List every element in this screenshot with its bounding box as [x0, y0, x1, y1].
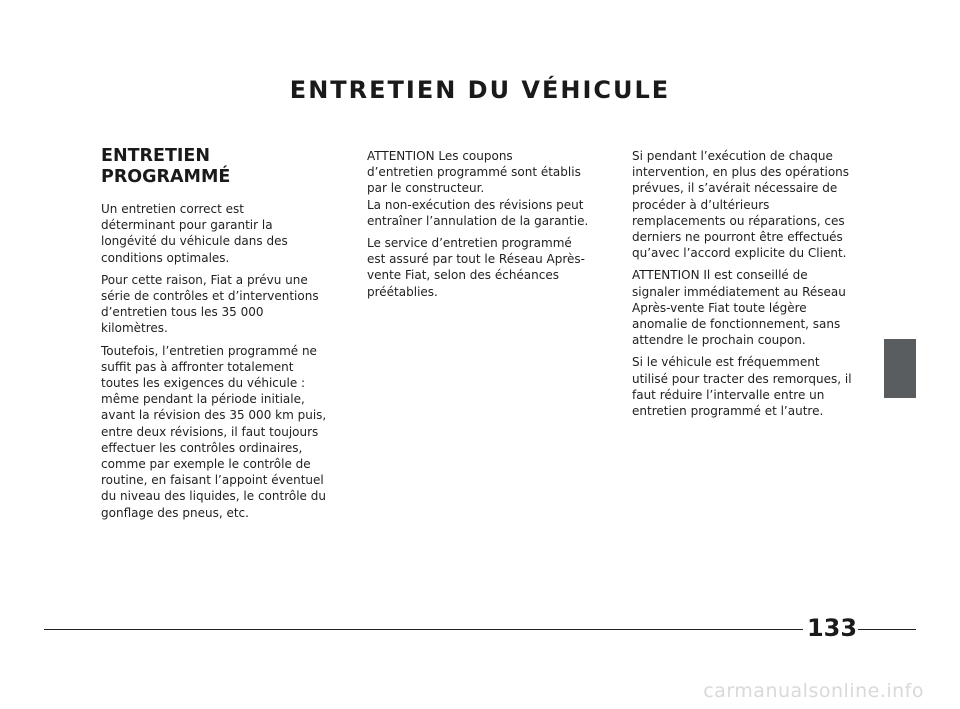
- page-title: ENTRETIEN DU VÉHICULE: [289, 76, 671, 104]
- watermark: carmanualsonline.info: [703, 680, 924, 702]
- paragraph: Un entretien correct est déterminant pour garantir la longévité du véhicule dans des conditions optimales.: [101, 202, 288, 265]
- column-2: [367, 148, 605, 306]
- section-tab-marker: [884, 339, 916, 398]
- paragraph: Toutefois, l’entretien programmé ne suffit pas à affronter totalement toutes les exigences du véhicule : même pendant la période initiale, avant la révision des 35 000 km puis, entre deux révisions, il faut toujours effectuer les contrôles ordinaires, comme par exemple le contrôle de routine, en faisant l’appoint éventuel du niveau des liquides, le contrôle du gonflage des pneus, etc.: [101, 343, 327, 520]
- paragraph: Si pendant l’exécution de chaque intervention, en plus des opérations prévues, il s’avérait nécessaire de procéder à d’ultérieurs remplacements ou réparations, ces derniers ne pourront être effectués qu’avec l’accord explicite du Client.: [632, 149, 850, 261]
- paragraph: Si le véhicule est fréquemment utilisé pour tracter des remorques, il faut réduire l’intervalle entre un entretien programmé et l’autre.: [632, 355, 852, 419]
- page-number: 133: [806, 614, 858, 642]
- footer-rule-left: [44, 629, 803, 630]
- column-3: [632, 148, 868, 425]
- attention-paragraph: ATTENTION Il est conseillé de signaler immédiatement au Réseau Après-vente Fiat toute légère anomalie de fonctionnement, sans attendre le prochain coupon.: [632, 268, 846, 348]
- footer-rule-right: [858, 629, 916, 630]
- paragraph: Pour cette raison, Fiat a prévu une série de contrôles et d’interventions d’entretien tous les 35 000 kilomètres.: [101, 272, 319, 336]
- column-1: [101, 146, 337, 527]
- section-heading: ENTRETIEN PROGRAMMÉ: [101, 146, 231, 187]
- attention-paragraph: ATTENTION Les coupons d’entretien programmé sont établis par le constructeur. La non-exécution des révisions peut entraîner l’annulation de la garantie.: [367, 149, 589, 228]
- paragraph: Le service d’entretien programmé est assuré par tout le Réseau Après- vente Fiat, selon des échéances préétablies.: [367, 236, 585, 299]
